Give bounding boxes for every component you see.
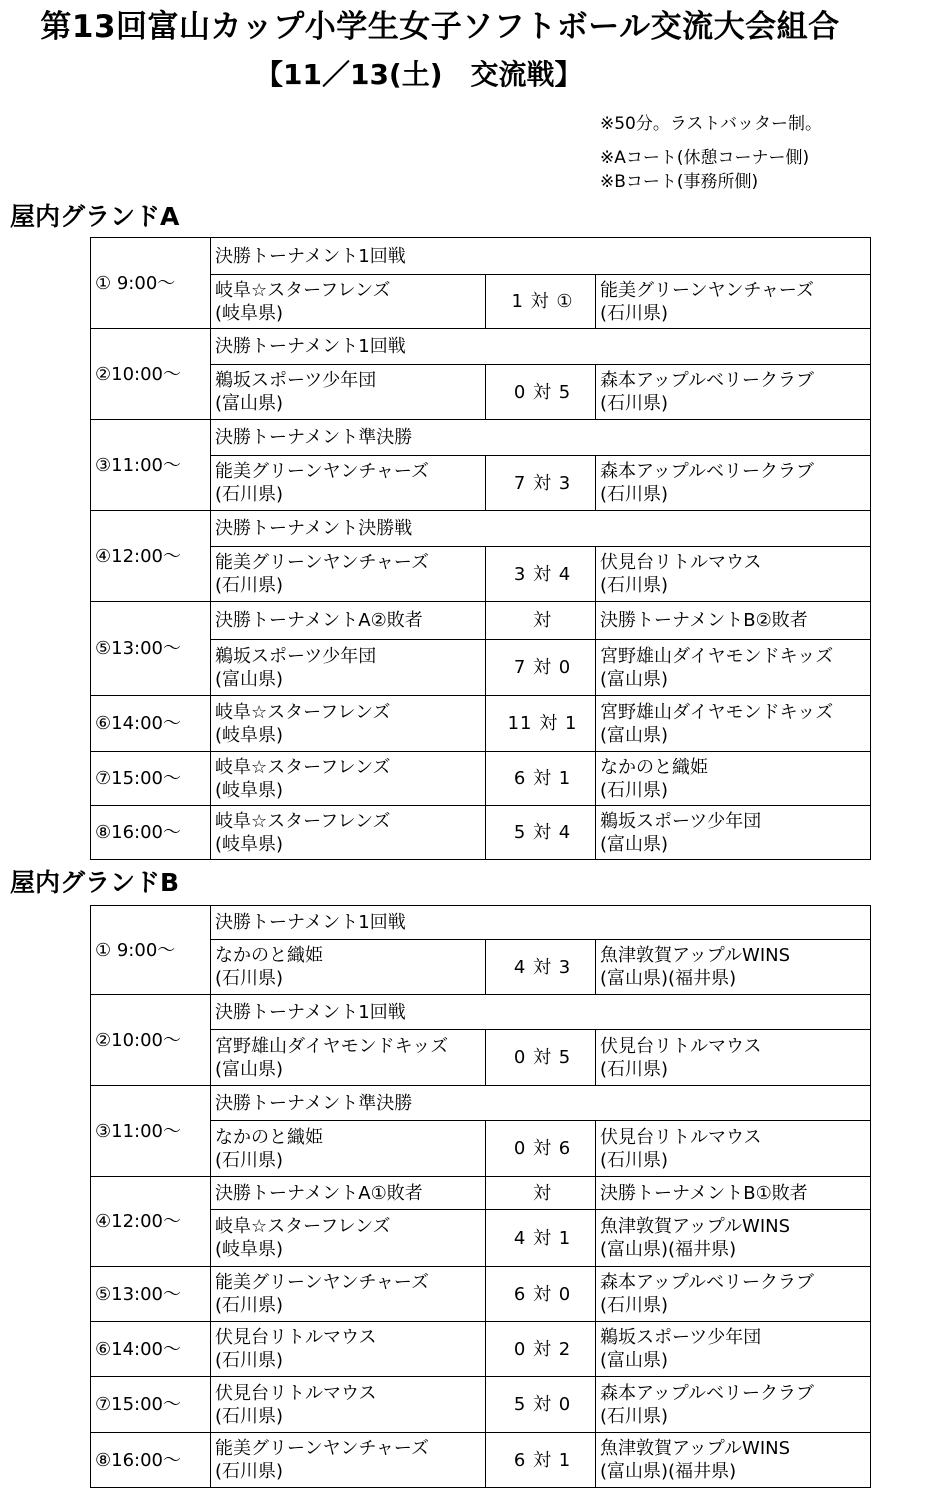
team-name: 魚津敦賀アップルWINS: [600, 945, 791, 966]
team-name: 伏見台リトルマウス: [600, 1035, 762, 1057]
home-team: [211, 1377, 486, 1433]
score: 5 対 4: [486, 806, 596, 860]
team-prefecture: (石川県): [600, 1295, 669, 1316]
score: 5 対 0: [486, 1377, 596, 1433]
team-name: 宮野雄山ダイヤモンドキッズ: [215, 1035, 449, 1057]
away-team: [596, 640, 871, 696]
home-team: [211, 1121, 486, 1177]
away-team: [596, 1121, 871, 1177]
note-court-a: ※Aコート(休憩コーナー側): [600, 148, 810, 168]
page-subtitle: 【11／13(土) 交流戦】: [255, 58, 583, 91]
home-team: [211, 365, 486, 420]
team-name: 能美グリーンヤンチャーズ: [215, 461, 430, 482]
score: 4 対 1: [486, 1210, 596, 1267]
team-name: 鵜坂スポーツ少年団: [600, 810, 762, 832]
team-prefecture: (石川県): [215, 1405, 284, 1427]
schedule-table-b: [90, 905, 871, 1488]
team-prefecture: (岐阜県): [215, 1239, 284, 1260]
team-name: 魚津敦賀アップルWINS: [600, 1438, 791, 1459]
away-team: [596, 696, 871, 752]
score: 0 対 2: [486, 1322, 596, 1377]
score: 3 対 4: [486, 547, 596, 602]
slot-time: ②10:00～: [91, 995, 211, 1086]
page-title: 第13回富山カップ小学生女子ソフトボール交流大会組合: [40, 9, 840, 45]
match-label: 決勝トーナメント1回戦: [211, 995, 871, 1030]
slot-time: ⑤13:00～: [91, 602, 211, 696]
team-prefecture: (富山県)(福井県): [600, 1461, 737, 1482]
slot-time: ⑦15:00～: [91, 752, 211, 806]
team-name: 鵜坂スポーツ少年団: [600, 1327, 762, 1348]
away-team: [596, 365, 871, 420]
match-label: 決勝トーナメント1回戦: [211, 906, 871, 940]
home-team: [211, 640, 486, 696]
away-team: [596, 1267, 871, 1322]
team-name: 鵜坂スポーツ少年団: [215, 645, 377, 667]
team-prefecture: (石川県): [215, 968, 284, 989]
team-prefecture: (石川県): [600, 1058, 669, 1080]
team-name: 宮野雄山ダイヤモンドキッズ: [600, 701, 834, 723]
away-team: [596, 806, 871, 860]
slot-time: ②10:00～: [91, 329, 211, 420]
home-team: [211, 547, 486, 602]
team-name: なかのと織姫: [600, 756, 708, 778]
score: 7 対 3: [486, 456, 596, 511]
home-team: [211, 806, 486, 860]
schedule-table-a: [90, 237, 871, 860]
match-label: 決勝トーナメント準決勝: [211, 420, 871, 456]
score: 0 対 5: [486, 1030, 596, 1086]
score: 1 対 ①: [486, 275, 596, 329]
team-name: 宮野雄山ダイヤモンドキッズ: [600, 645, 834, 667]
home-team: [211, 696, 486, 752]
section-title-a: 屋内グランドA: [10, 202, 180, 231]
team-name: 伏見台リトルマウス: [215, 1327, 377, 1348]
team-name: 森本アップルベリークラブ: [600, 370, 815, 391]
match-label: 決勝トーナメント準決勝: [211, 1086, 871, 1121]
match-label-vs: 対: [486, 1177, 596, 1210]
slot-time: ⑤13:00～: [91, 1267, 211, 1322]
home-team: [211, 940, 486, 995]
away-team: [596, 752, 871, 806]
match-label-away: 決勝トーナメントB②敗者: [596, 602, 871, 640]
team-name: 能美グリーンヤンチャーズ: [215, 552, 430, 573]
team-name: 岐阜☆スターフレンズ: [215, 1216, 391, 1237]
team-prefecture: (石川県): [600, 302, 669, 324]
notes: [600, 112, 822, 194]
match-label: 決勝トーナメント1回戦: [211, 238, 871, 275]
match-label-home: 決勝トーナメントA①敗者: [211, 1177, 486, 1210]
team-prefecture: (岐阜県): [215, 302, 284, 324]
team-prefecture: (富山県): [600, 833, 669, 855]
slot-time: ④12:00～: [91, 511, 211, 602]
match-label-home: 決勝トーナメントA②敗者: [211, 602, 486, 640]
team-prefecture: (石川県): [215, 575, 284, 596]
note-duration: ※50分。ラストバッター制。: [600, 114, 823, 134]
away-team: [596, 1377, 871, 1433]
slot-time: ⑧16:00～: [91, 806, 211, 860]
home-team: [211, 1210, 486, 1267]
score: 0 対 6: [486, 1121, 596, 1177]
match-label-vs: 対: [486, 602, 596, 640]
team-prefecture: (富山県): [215, 393, 284, 414]
team-prefecture: (石川県): [600, 1149, 669, 1171]
team-prefecture: (石川県): [600, 484, 669, 505]
slot-time: ① 9:00～: [91, 238, 211, 329]
team-prefecture: (富山県): [215, 1058, 284, 1080]
match-label: 決勝トーナメント決勝戦: [211, 511, 871, 547]
team-prefecture: (富山県): [600, 668, 669, 690]
section-title-b: 屋内グランドB: [10, 868, 180, 897]
away-team: [596, 1030, 871, 1086]
team-name: 森本アップルベリークラブ: [600, 1272, 815, 1293]
team-name: 伏見台リトルマウス: [600, 552, 762, 573]
team-prefecture: (石川県): [600, 779, 669, 801]
team-name: 森本アップルベリークラブ: [600, 461, 815, 482]
team-prefecture: (岐阜県): [215, 779, 284, 801]
away-team: [596, 1322, 871, 1377]
team-name: 能美グリーンヤンチャーズ: [215, 1438, 430, 1459]
away-team: [596, 456, 871, 511]
slot-time: ④12:00～: [91, 1177, 211, 1267]
score: 11 対 1: [486, 696, 596, 752]
team-prefecture: (富山県)(福井県): [600, 968, 737, 989]
away-team: [596, 275, 871, 329]
score: 7 対 0: [486, 640, 596, 696]
team-name: 岐阜☆スターフレンズ: [215, 756, 391, 778]
away-team: [596, 1433, 871, 1488]
score: 6 対 0: [486, 1267, 596, 1322]
score: 6 対 1: [486, 1433, 596, 1488]
team-name: 岐阜☆スターフレンズ: [215, 810, 391, 832]
team-prefecture: (岐阜県): [215, 833, 284, 855]
team-name: なかのと織姫: [215, 1126, 323, 1148]
home-team: [211, 1322, 486, 1377]
note-court-b: ※Bコート(事務所側): [600, 172, 759, 192]
score: 4 対 3: [486, 940, 596, 995]
team-name: なかのと織姫: [215, 945, 323, 966]
team-name: 伏見台リトルマウス: [600, 1126, 762, 1148]
team-name: 能美グリーンヤンチャーズ: [215, 1272, 430, 1293]
team-prefecture: (石川県): [215, 1350, 284, 1371]
team-prefecture: (石川県): [600, 393, 669, 414]
home-team: [211, 1433, 486, 1488]
slot-time: ⑥14:00～: [91, 1322, 211, 1377]
slot-time: ③11:00～: [91, 420, 211, 511]
slot-time: ⑦15:00～: [91, 1377, 211, 1433]
score: 0 対 5: [486, 365, 596, 420]
team-prefecture: (富山県): [215, 668, 284, 690]
slot-time: ⑧16:00～: [91, 1433, 211, 1488]
match-label-away: 決勝トーナメントB①敗者: [596, 1177, 871, 1210]
team-prefecture: (石川県): [600, 575, 669, 596]
team-name: 能美グリーンヤンチャーズ: [600, 279, 815, 301]
away-team: [596, 547, 871, 602]
team-prefecture: (岐阜県): [215, 724, 284, 746]
team-prefecture: (石川県): [215, 1461, 284, 1482]
away-team: [596, 1210, 871, 1267]
team-prefecture: (石川県): [215, 1295, 284, 1316]
team-prefecture: (石川県): [215, 484, 284, 505]
team-prefecture: (富山県)(福井県): [600, 1239, 737, 1260]
team-name: 魚津敦賀アップルWINS: [600, 1216, 791, 1237]
home-team: [211, 1267, 486, 1322]
team-name: 森本アップルベリークラブ: [600, 1382, 815, 1404]
team-prefecture: (富山県): [600, 724, 669, 746]
score: 6 対 1: [486, 752, 596, 806]
team-name: 岐阜☆スターフレンズ: [215, 279, 391, 301]
home-team: [211, 1030, 486, 1086]
team-name: 伏見台リトルマウス: [215, 1382, 377, 1404]
team-name: 鵜坂スポーツ少年団: [215, 370, 377, 391]
match-label: 決勝トーナメント1回戦: [211, 329, 871, 365]
home-team: [211, 456, 486, 511]
team-prefecture: (石川県): [600, 1405, 669, 1427]
home-team: [211, 275, 486, 329]
team-prefecture: (富山県): [600, 1350, 669, 1371]
team-name: 岐阜☆スターフレンズ: [215, 701, 391, 723]
slot-time: ① 9:00～: [91, 906, 211, 995]
away-team: [596, 940, 871, 995]
slot-time: ⑥14:00～: [91, 696, 211, 752]
home-team: [211, 752, 486, 806]
slot-time: ③11:00～: [91, 1086, 211, 1177]
team-prefecture: (石川県): [215, 1149, 284, 1171]
